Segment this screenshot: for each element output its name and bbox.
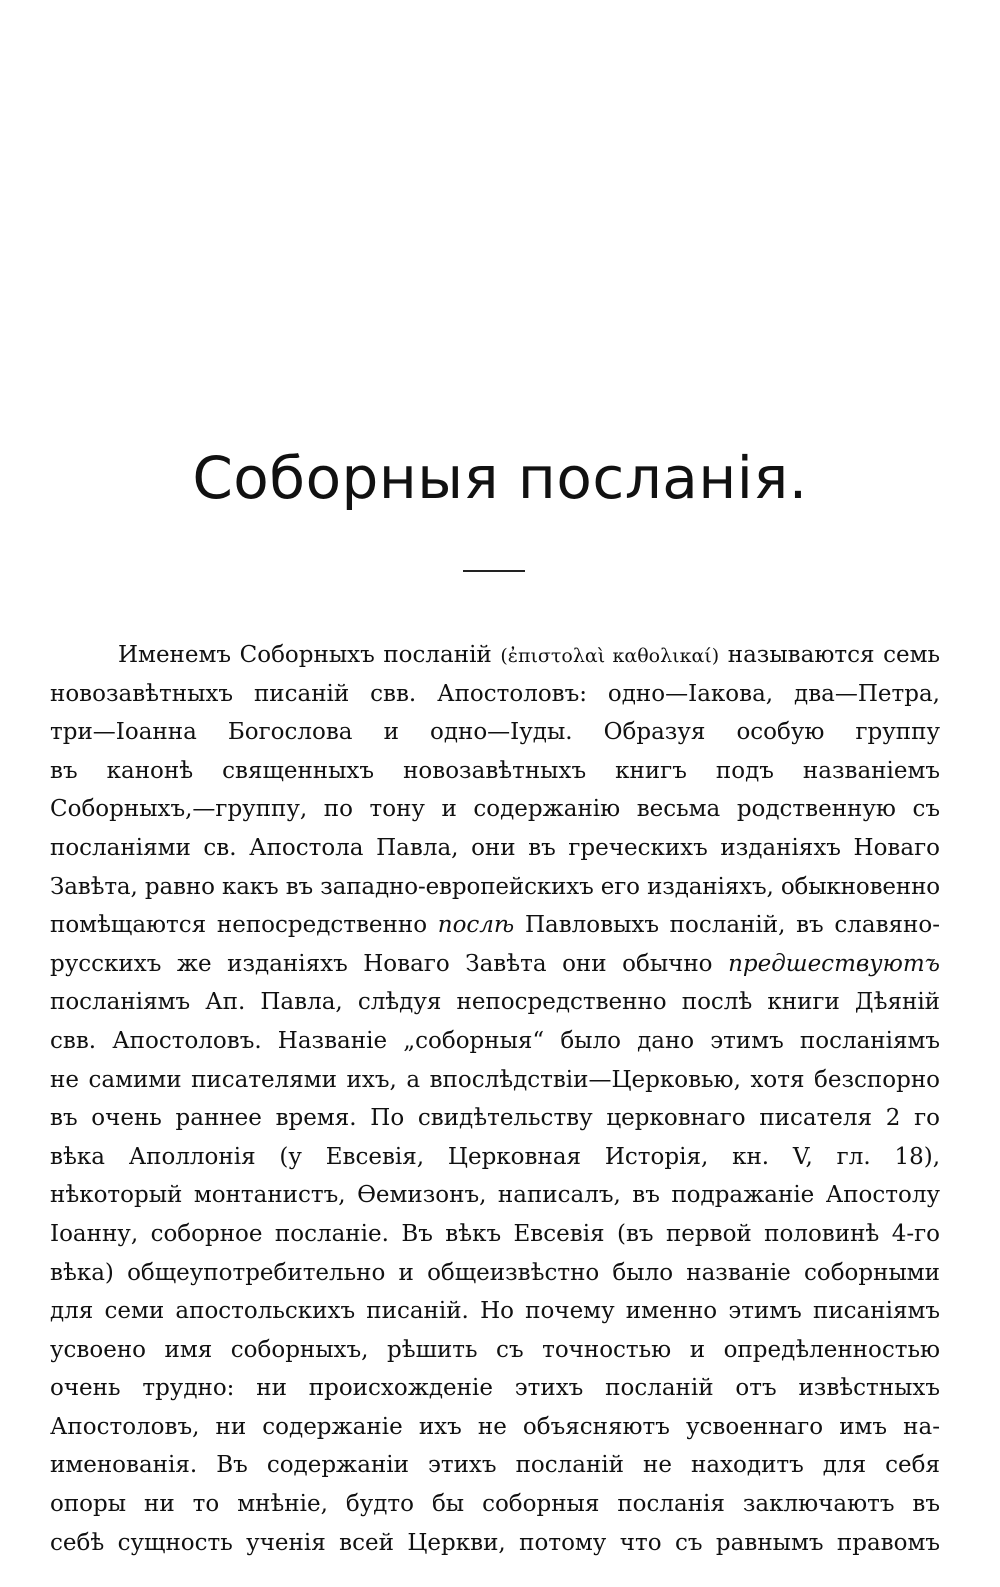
text-line: свв. Апостоловъ. Названіе „соборныя“ было дано этимъ посланіямъ: [50, 1027, 940, 1054]
text-line: русскихъ же изданіяхъ Новаго Завѣта они обычно предшествуютъ: [50, 950, 940, 977]
text-line: себѣ сущность ученія всей Церкви, потому что съ равнымъ правомъ: [50, 1529, 940, 1556]
emphasis-text: послѣ: [437, 912, 515, 939]
text-line: посланіямъ Ап. Павла, слѣдуя непосредственно послѣ книги Дѣяній: [50, 989, 940, 1016]
body-text: [50, 636, 940, 1562]
text-line: три—Іоанна Богослова и одно—Іуды. Образуя особую группу: [50, 719, 940, 746]
text-line: въ очень раннее время. По свидѣтельству церковнаго писателя 2 го: [50, 1105, 940, 1132]
emphasis-text: предшествуютъ: [728, 950, 940, 977]
text-line: усвоено имя соборныхъ, рѣшить съ точностью и опредѣленностью: [50, 1336, 940, 1363]
text-line: въ канонѣ священныхъ новозавѣтныхъ книгъ подъ названіемъ: [50, 757, 940, 784]
greek-phrase: (ἐπιστολαὶ καθολικαί): [500, 645, 720, 667]
text-line: вѣка) общеупотребительно и общеизвѣстно было названіе соборными: [50, 1259, 940, 1286]
text-line: именованія. Въ содержаніи этихъ посланій не находитъ для себя: [50, 1452, 940, 1479]
text-line: помѣщаются непосредственно послѣ Павловыхъ посланій, въ славяно-: [50, 912, 940, 939]
chapter-title: Соборныя посланія.: [192, 444, 808, 512]
text-line: очень трудно: ни происхожденіе этихъ посланій отъ извѣстныхъ: [50, 1375, 940, 1402]
text-line: новозавѣтныхъ писаній свв. Апостоловъ: одно—Іакова, два—Петра,: [50, 680, 940, 707]
text-line: Іоанну, соборное посланіе. Въ вѣкъ Евсевія (въ первой половинѣ 4-го: [50, 1220, 940, 1247]
text-line: посланіями св. Апостола Павла, они въ греческихъ изданіяхъ Новаго: [50, 834, 940, 861]
text-line: вѣка Аполлонія (у Евсевія, Церковная Исторія, кн. V, гл. 18),: [50, 1143, 940, 1170]
text-line: для семи апостольскихъ писаній. Но почему именно этимъ писаніямъ: [50, 1298, 940, 1325]
text-line: Соборныхъ,—группу, по тону и содержанію весьма родственную съ: [50, 796, 940, 823]
text-line: Завѣта, равно какъ въ западно-европейскихъ его изданіяхъ, обыкновенно: [50, 873, 940, 900]
title-divider: [463, 570, 525, 572]
text-line: нѣкоторый монтанистъ, Ѳемизонъ, написалъ, въ подражаніе Апостолу: [50, 1182, 940, 1209]
text-line: Апостоловъ, ни содержаніе ихъ не объясняютъ усвоеннаго имъ на-: [50, 1413, 940, 1440]
text-line: не самими писателями ихъ, а впослѣдствіи—Церковью, хотя безспорно: [50, 1066, 940, 1093]
text-line: опоры ни то мнѣніе, будто бы соборныя посланія заключаютъ въ: [50, 1491, 940, 1518]
text-line: Именемъ Соборныхъ посланій (ἐπιστολαὶ καθολικαί) называются семь: [118, 642, 940, 668]
